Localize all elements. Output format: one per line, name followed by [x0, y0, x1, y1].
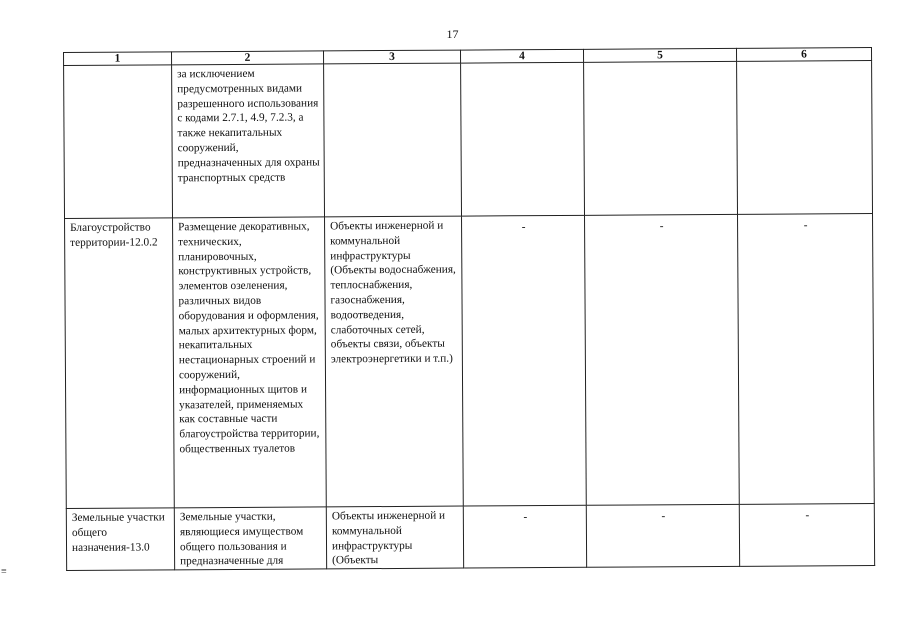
cell-auxiliary-objects: Объекты инженерной и коммунальной инфраструктуры (Объекты водоснабжения, теплоснабжения, газоснабжения, водоотведения, слаботочных сетей, объекты связи, объекты электроэнергетики и т.п.) — [325, 216, 464, 507]
cell-use-type: Благоустройство территории-12.0.2 — [65, 218, 175, 509]
header-col-3: 3 — [323, 50, 460, 64]
dash-value: - — [659, 220, 664, 233]
table-row — [66, 504, 874, 571]
cell-use-description: Земельные участки, являющиеся имуществом общего пользования и предназначенные для — [174, 507, 326, 570]
cell-param-5 — [586, 504, 739, 567]
dash-value: - — [661, 510, 666, 523]
cell-use-description: Размещение декоративных, технических, планировочных, конструктивных устройств, элементов озеленения, различных видов оборудования и оформления, малых архитектурных форм, некапитальных нестационарных строений и сооружений, информационных щитов и указателей, применяемых как составные части благоустройства территории, общественных туалетов — [173, 217, 327, 508]
cell-param-6 — [738, 214, 875, 505]
header-col-1: 1 — [64, 52, 172, 66]
cell-use-description: за исключением предусмотренных видами разрешенного использования с кодами 2.7.1, 4.9, 7.2.3, а также некапитальных сооружений, предназначенных для охраны транспортных средств — [172, 64, 325, 218]
header-col-2: 2 — [172, 51, 324, 65]
cell-auxiliary-objects: Объекты инженерной и коммунальной инфраструктуры (Объекты — [326, 506, 463, 569]
page-number: 17 — [446, 27, 459, 41]
document-sheet — [63, 47, 875, 571]
dash-value: - — [521, 221, 526, 234]
cell-param-4 — [463, 505, 586, 568]
cell-use-type: Земельные участки общего назначения-13.0 — [66, 508, 174, 571]
cell-param-6 — [737, 61, 873, 215]
margin-mark: ≡ — [1, 566, 7, 577]
header-col-6: 6 — [736, 48, 871, 62]
table-row — [64, 61, 873, 219]
cell-auxiliary-objects — [324, 63, 462, 217]
header-col-5: 5 — [583, 48, 736, 62]
cell-param-5 — [585, 214, 740, 505]
header-col-4: 4 — [460, 49, 583, 63]
dash-value: - — [805, 509, 810, 522]
cell-use-type — [64, 65, 173, 219]
cell-param-4 — [461, 62, 585, 216]
zoning-table — [63, 47, 875, 571]
cell-param-4 — [462, 215, 587, 506]
table-row — [65, 214, 875, 509]
dash-value: - — [803, 219, 808, 232]
cell-param-6 — [739, 504, 874, 567]
cell-param-5 — [584, 61, 738, 215]
dash-value: - — [523, 511, 528, 524]
